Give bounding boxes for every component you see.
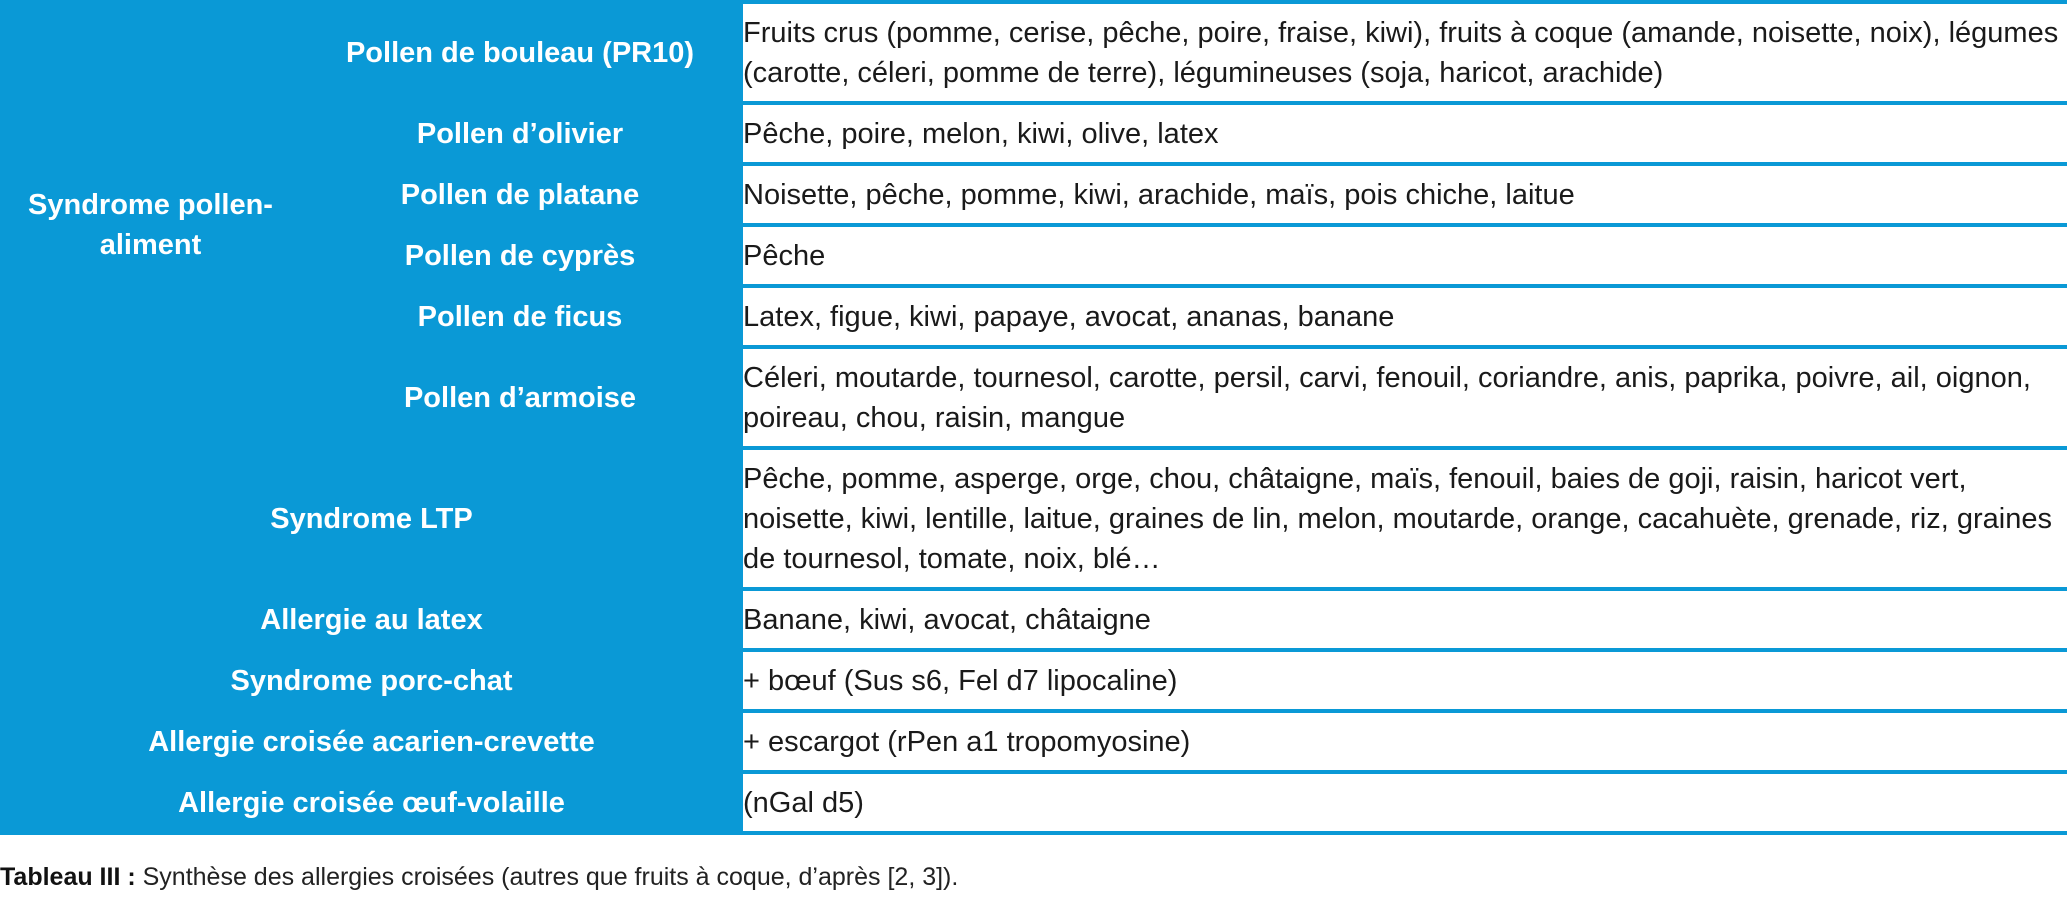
- row-foods: Pêche, pomme, asperge, orge, chou, châtaigne, maïs, fenouil, baies de goji, raisin, haricot vert, noisette, kiwi, lentille, laitue, graines de lin, melon, moutarde, orange, cacahuète, grenade, riz, graines de tournesol, tomate, noix, blé…: [741, 448, 2067, 589]
- row-header: Pollen de cyprès: [299, 225, 741, 286]
- row-foods: Céleri, moutarde, tournesol, carotte, persil, carvi, fenouil, coriandre, anis, paprika, poivre, ail, oignon, poireau, chou, raisin, mangue: [741, 347, 2067, 448]
- row-foods: Pêche: [741, 225, 2067, 286]
- table-row: [2, 103, 2067, 164]
- row-foods: Fruits crus (pomme, cerise, pêche, poire, fraise, kiwi), fruits à coque (amande, noisette, noix), légumes (carotte, céleri, pomme de terre), légumineuses (soja, haricot, arachide): [741, 2, 2067, 103]
- row-header: Pollen d’armoise: [299, 347, 741, 448]
- row-header: Allergie croisée œuf-volaille: [2, 772, 741, 833]
- row-header: Allergie au latex: [2, 589, 741, 650]
- row-header: Syndrome porc-chat: [2, 650, 741, 711]
- row-foods: (nGal d5): [741, 772, 2067, 833]
- row-header: Pollen de ficus: [299, 286, 741, 347]
- table-row: [2, 589, 2067, 650]
- table-caption: [0, 863, 958, 892]
- table-row: [2, 448, 2067, 589]
- row-foods: Pêche, poire, melon, kiwi, olive, latex: [741, 103, 2067, 164]
- table-row: [2, 650, 2067, 711]
- table-row: [2, 225, 2067, 286]
- pollen-group-header: Syndrome pollen-aliment: [2, 2, 299, 448]
- row-header: Pollen de platane: [299, 164, 741, 225]
- row-foods: Noisette, pêche, pomme, kiwi, arachide, maïs, pois chiche, laitue: [741, 164, 2067, 225]
- table-row: [2, 772, 2067, 833]
- row-foods: Latex, figue, kiwi, papaye, avocat, ananas, banane: [741, 286, 2067, 347]
- row-header: Allergie croisée acarien-crevette: [2, 711, 741, 772]
- table-row: [2, 2, 2067, 103]
- row-header: Syndrome LTP: [2, 448, 741, 589]
- table-row: [2, 286, 2067, 347]
- row-header: Pollen de bouleau (PR10): [299, 2, 741, 103]
- row-header: Pollen d’olivier: [299, 103, 741, 164]
- table-row: [2, 711, 2067, 772]
- caption-text: Synthèse des allergies croisées (autres que fruits à coque, d’après [2, 3]).: [135, 863, 959, 891]
- row-foods: Banane, kiwi, avocat, châtaigne: [741, 589, 2067, 650]
- row-foods: + escargot (rPen a1 tropomyosine): [741, 711, 2067, 772]
- table-row: [2, 347, 2067, 448]
- table-row: [2, 164, 2067, 225]
- caption-label: Tableau III :: [0, 863, 136, 891]
- row-foods: + bœuf (Sus s6, Fel d7 lipocaline): [741, 650, 2067, 711]
